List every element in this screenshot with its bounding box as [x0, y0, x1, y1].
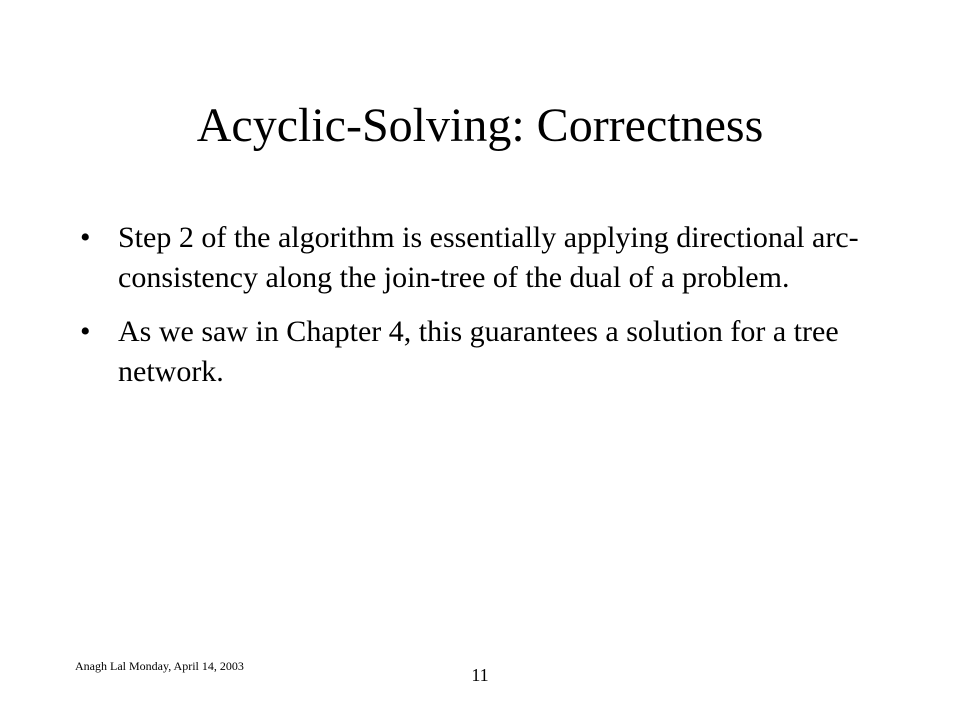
footer-author-date: Anagh Lal Monday, April 14, 2003 [75, 659, 244, 673]
slide-title: Acyclic-Solving: Correctness [196, 99, 764, 152]
bullet-marker-icon: • [80, 221, 91, 254]
bullet-item-1 [80, 218, 870, 298]
bullet-list [80, 218, 870, 406]
bullet-marker-icon: • [80, 315, 91, 348]
bullet-item-2 [80, 312, 870, 392]
bullet-text-2: As we saw in Chapter 4, this guarantees a solution for a tree network. [118, 315, 839, 388]
bullet-text-1: Step 2 of the algorithm is essentially applying directional arc-consistency along the join-tree of the dual of a problem. [118, 221, 859, 294]
page-number: 11 [471, 665, 489, 685]
